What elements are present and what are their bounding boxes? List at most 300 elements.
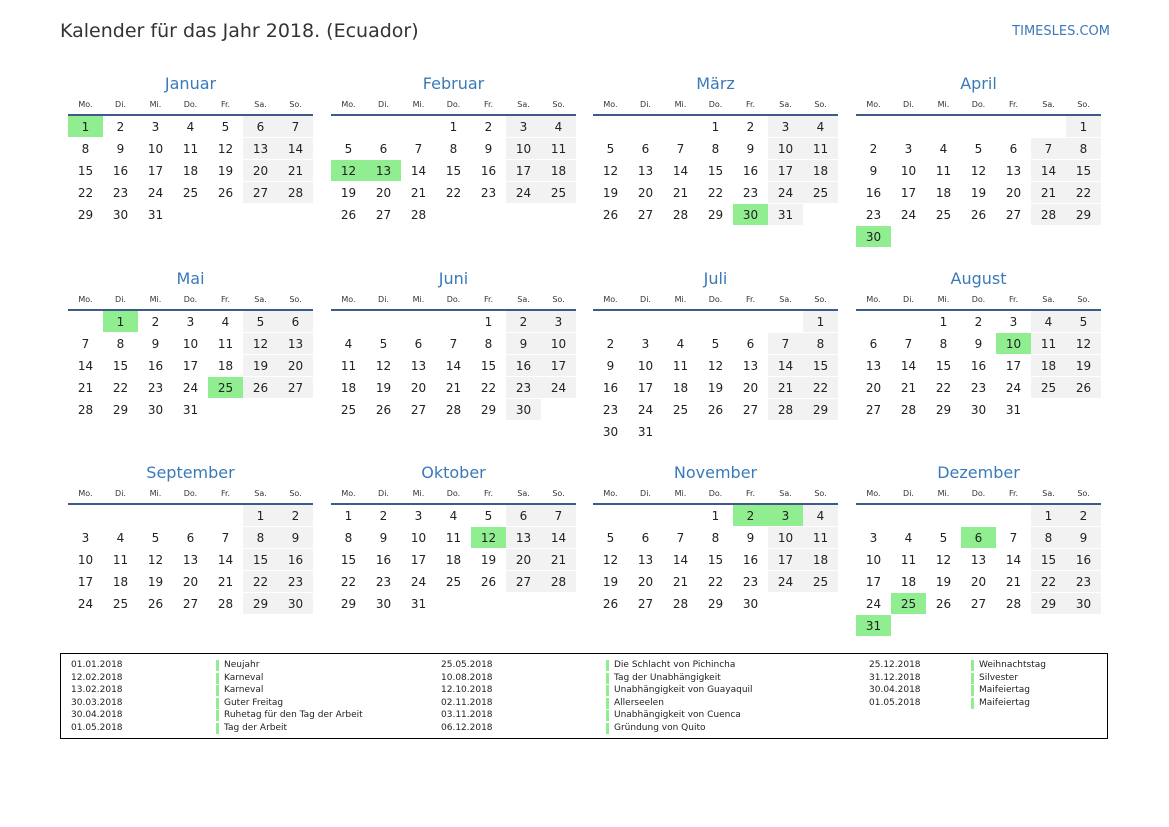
day-cell: 31 — [173, 399, 208, 421]
weekday-label: Mi. — [149, 295, 162, 304]
day-cell: 1 — [243, 505, 278, 527]
weekday-header — [593, 485, 838, 505]
day-cell: 24 — [996, 377, 1031, 399]
day-cell: 23 — [366, 571, 401, 593]
weekday-label: Mo. — [78, 295, 93, 304]
weekday-label: Do. — [708, 100, 723, 109]
day-cell: 14 — [68, 355, 103, 377]
holiday-date: 31.12.2018 — [869, 672, 921, 683]
day-cell: 4 — [1031, 311, 1066, 333]
day-cell: 27 — [401, 399, 436, 421]
day-cell: 14 — [541, 527, 576, 549]
day-cell: 27 — [961, 593, 996, 615]
day-cell: 2 — [103, 116, 138, 138]
day-cell: 1 — [926, 311, 961, 333]
day-cell: 14 — [1031, 160, 1066, 182]
day-cell: 29 — [68, 204, 103, 226]
day-cell: 19 — [1066, 355, 1101, 377]
weekday-label: Fr. — [220, 295, 231, 304]
empty-cell — [628, 505, 663, 527]
day-cell: 8 — [68, 138, 103, 160]
day-cell: 27 — [628, 204, 663, 226]
day-cell: 1 — [803, 311, 838, 333]
day-cell: 9 — [103, 138, 138, 160]
day-cell: 21 — [541, 549, 576, 571]
day-cell: 14 — [278, 138, 313, 160]
weekday-header — [331, 291, 576, 311]
empty-cell — [103, 505, 138, 527]
day-cell: 25 — [663, 399, 698, 421]
day-cell: 16 — [278, 549, 313, 571]
weekday-label: Do. — [971, 100, 986, 109]
empty-cell — [768, 311, 803, 333]
day-cell: 15 — [103, 355, 138, 377]
day-cell: 15 — [1066, 160, 1101, 182]
weekday-header — [331, 96, 576, 116]
day-cell: 22 — [331, 571, 366, 593]
day-cell: 8 — [1066, 138, 1101, 160]
weekday-label: Di. — [903, 295, 914, 304]
holiday-legend — [60, 653, 1108, 739]
day-cell: 28 — [663, 204, 698, 226]
day-cell: 28 — [891, 399, 926, 421]
day-cell: 6 — [173, 527, 208, 549]
day-cell: 18 — [436, 549, 471, 571]
brand-link[interactable]: TIMESLES.COM — [1012, 24, 1110, 39]
day-cell: 10 — [173, 333, 208, 355]
day-cell: 11 — [803, 527, 838, 549]
day-cell: 18 — [926, 182, 961, 204]
holiday-date: 13.02.2018 — [71, 685, 123, 696]
weekday-label: Mo. — [78, 489, 93, 498]
weekday-label: Sa. — [517, 295, 530, 304]
weekday-header — [856, 485, 1101, 505]
day-cell: 1 — [1066, 116, 1101, 138]
holiday-date: 02.11.2018 — [441, 697, 493, 708]
weekday-header — [593, 291, 838, 311]
day-cell: 29 — [1066, 204, 1101, 226]
day-cell: 24 — [173, 377, 208, 399]
day-cell: 1 — [1031, 505, 1066, 527]
holiday-date: 01.05.2018 — [869, 697, 921, 708]
holiday-date: 01.05.2018 — [71, 722, 123, 733]
weekday-label: Di. — [640, 489, 651, 498]
day-cell: 18 — [541, 160, 576, 182]
day-grid — [593, 505, 838, 615]
day-cell: 12 — [593, 549, 628, 571]
day-cell: 21 — [436, 377, 471, 399]
weekday-label: Fr. — [483, 489, 494, 498]
day-cell: 1 — [698, 116, 733, 138]
empty-cell — [68, 311, 103, 333]
day-cell: 28 — [68, 399, 103, 421]
day-cell: 9 — [733, 138, 768, 160]
day-cell: 22 — [1066, 182, 1101, 204]
empty-cell — [68, 505, 103, 527]
day-cell: 16 — [506, 355, 541, 377]
day-cell: 12 — [593, 160, 628, 182]
day-cell: 5 — [961, 138, 996, 160]
empty-cell — [961, 116, 996, 138]
day-grid — [856, 505, 1101, 637]
day-cell: 30 — [103, 204, 138, 226]
weekday-label: Mo. — [866, 295, 881, 304]
day-grid — [68, 505, 313, 615]
day-cell: 10 — [401, 527, 436, 549]
day-cell: 22 — [698, 182, 733, 204]
weekday-label: Fr. — [1008, 295, 1019, 304]
day-cell: 19 — [593, 182, 628, 204]
month-juli — [593, 267, 838, 443]
empty-cell — [628, 116, 663, 138]
day-grid — [593, 116, 838, 226]
day-cell: 23 — [593, 399, 628, 421]
day-cell: 13 — [733, 355, 768, 377]
day-cell: 21 — [663, 182, 698, 204]
weekday-label: Do. — [183, 295, 198, 304]
weekday-label: So. — [1077, 489, 1090, 498]
holiday-day-cell: 25 — [208, 377, 243, 399]
day-cell: 2 — [278, 505, 313, 527]
day-cell: 20 — [856, 377, 891, 399]
day-cell: 4 — [331, 333, 366, 355]
day-cell: 2 — [506, 311, 541, 333]
empty-cell — [733, 311, 768, 333]
month-name: Mai — [176, 269, 205, 288]
day-cell: 24 — [401, 571, 436, 593]
day-cell: 3 — [856, 527, 891, 549]
day-cell: 15 — [331, 549, 366, 571]
weekday-header — [593, 96, 838, 116]
day-cell: 29 — [103, 399, 138, 421]
weekday-label: Do. — [708, 295, 723, 304]
month-januar — [68, 72, 313, 226]
day-cell: 4 — [926, 138, 961, 160]
day-grid — [593, 311, 838, 443]
day-cell: 7 — [996, 527, 1031, 549]
day-cell: 31 — [996, 399, 1031, 421]
day-cell: 10 — [856, 549, 891, 571]
weekday-header — [68, 485, 313, 505]
day-cell: 6 — [628, 527, 663, 549]
holiday-name: Unabhängigkeit von Guayaquil — [606, 685, 753, 696]
day-cell: 22 — [243, 571, 278, 593]
day-cell: 11 — [926, 160, 961, 182]
day-cell: 30 — [733, 593, 768, 615]
day-cell: 29 — [1031, 593, 1066, 615]
day-cell: 17 — [541, 355, 576, 377]
weekday-label: So. — [552, 295, 565, 304]
day-cell: 13 — [628, 160, 663, 182]
day-grid — [331, 505, 576, 615]
holiday-name: Weihnachtstag — [971, 660, 1046, 671]
day-cell: 21 — [768, 377, 803, 399]
day-cell: 21 — [401, 182, 436, 204]
weekday-label: So. — [289, 100, 302, 109]
day-cell: 21 — [891, 377, 926, 399]
day-cell: 30 — [138, 399, 173, 421]
day-cell: 12 — [698, 355, 733, 377]
day-cell: 22 — [926, 377, 961, 399]
holiday-day-cell: 1 — [103, 311, 138, 333]
day-cell: 6 — [856, 333, 891, 355]
month-dezember — [856, 461, 1101, 637]
day-cell: 7 — [436, 333, 471, 355]
empty-cell — [628, 311, 663, 333]
day-cell: 28 — [996, 593, 1031, 615]
empty-cell — [926, 116, 961, 138]
day-cell: 5 — [208, 116, 243, 138]
day-cell: 25 — [541, 182, 576, 204]
day-cell: 11 — [103, 549, 138, 571]
day-cell: 23 — [961, 377, 996, 399]
day-cell: 16 — [366, 549, 401, 571]
day-cell: 14 — [891, 355, 926, 377]
day-cell: 13 — [243, 138, 278, 160]
day-cell: 20 — [278, 355, 313, 377]
day-cell: 20 — [628, 182, 663, 204]
day-cell: 7 — [663, 138, 698, 160]
day-cell: 8 — [698, 527, 733, 549]
day-cell: 7 — [768, 333, 803, 355]
day-cell: 21 — [208, 571, 243, 593]
day-cell: 6 — [506, 505, 541, 527]
weekday-label: Do. — [183, 489, 198, 498]
day-cell: 16 — [733, 160, 768, 182]
weekday-label: Mi. — [674, 489, 687, 498]
holiday-day-cell: 30 — [856, 226, 891, 248]
day-cell: 12 — [961, 160, 996, 182]
holiday-day-cell: 30 — [733, 204, 768, 226]
day-cell: 2 — [733, 116, 768, 138]
day-cell: 26 — [961, 204, 996, 226]
day-cell: 28 — [541, 571, 576, 593]
day-cell: 23 — [103, 182, 138, 204]
day-cell: 21 — [278, 160, 313, 182]
month-september — [68, 461, 313, 615]
day-cell: 21 — [996, 571, 1031, 593]
day-cell: 21 — [1031, 182, 1066, 204]
day-cell: 17 — [506, 160, 541, 182]
day-cell: 4 — [436, 505, 471, 527]
day-cell: 25 — [803, 182, 838, 204]
day-cell: 27 — [628, 593, 663, 615]
day-cell: 22 — [803, 377, 838, 399]
day-cell: 12 — [243, 333, 278, 355]
day-cell: 20 — [173, 571, 208, 593]
empty-cell — [891, 116, 926, 138]
weekday-label: Mo. — [866, 100, 881, 109]
weekday-label: Mo. — [341, 100, 356, 109]
empty-cell — [961, 505, 996, 527]
day-cell: 24 — [138, 182, 173, 204]
day-cell: 15 — [698, 549, 733, 571]
day-cell: 28 — [436, 399, 471, 421]
day-cell: 5 — [331, 138, 366, 160]
empty-cell — [996, 116, 1031, 138]
month-märz — [593, 72, 838, 226]
day-cell: 3 — [996, 311, 1031, 333]
day-cell: 7 — [663, 527, 698, 549]
month-oktober — [331, 461, 576, 615]
holiday-name: Neujahr — [216, 660, 259, 671]
day-cell: 17 — [891, 182, 926, 204]
day-cell: 10 — [628, 355, 663, 377]
day-cell: 20 — [996, 182, 1031, 204]
holiday-name: Ruhetag für den Tag der Arbeit — [216, 710, 363, 721]
day-cell: 21 — [68, 377, 103, 399]
weekday-label: Fr. — [1008, 489, 1019, 498]
day-cell: 30 — [366, 593, 401, 615]
day-cell: 8 — [698, 138, 733, 160]
day-cell: 2 — [1066, 505, 1101, 527]
weekday-label: So. — [814, 295, 827, 304]
day-cell: 15 — [243, 549, 278, 571]
day-cell: 27 — [243, 182, 278, 204]
holiday-name: Silvester — [971, 673, 1018, 684]
day-cell: 18 — [803, 160, 838, 182]
day-cell: 31 — [628, 421, 663, 443]
day-cell: 5 — [698, 333, 733, 355]
weekday-label: Mi. — [149, 489, 162, 498]
weekday-header — [68, 96, 313, 116]
day-cell: 5 — [138, 527, 173, 549]
weekday-label: Mi. — [937, 100, 950, 109]
weekday-label: Do. — [971, 295, 986, 304]
day-cell: 17 — [856, 571, 891, 593]
day-cell: 16 — [138, 355, 173, 377]
month-februar — [331, 72, 576, 226]
day-cell: 29 — [803, 399, 838, 421]
day-cell: 14 — [768, 355, 803, 377]
day-cell: 18 — [331, 377, 366, 399]
month-april — [856, 72, 1101, 248]
month-name: Januar — [164, 74, 217, 93]
weekday-label: Sa. — [517, 100, 530, 109]
holiday-date: 12.02.2018 — [71, 672, 123, 683]
day-cell: 26 — [698, 399, 733, 421]
day-cell: 20 — [961, 571, 996, 593]
day-cell: 2 — [856, 138, 891, 160]
day-cell: 29 — [698, 204, 733, 226]
day-cell: 20 — [401, 377, 436, 399]
month-mai — [68, 267, 313, 421]
day-cell: 14 — [663, 549, 698, 571]
day-cell: 26 — [593, 593, 628, 615]
empty-cell — [401, 311, 436, 333]
month-name: November — [673, 463, 758, 482]
day-cell: 18 — [803, 549, 838, 571]
day-cell: 12 — [366, 355, 401, 377]
day-cell: 4 — [663, 333, 698, 355]
day-cell: 19 — [243, 355, 278, 377]
day-cell: 13 — [506, 527, 541, 549]
day-cell: 20 — [628, 571, 663, 593]
weekday-label: So. — [289, 489, 302, 498]
holiday-date: 25.12.2018 — [869, 660, 921, 670]
empty-cell — [996, 505, 1031, 527]
holiday-name: Tag der Unabhängigkeit — [606, 673, 721, 684]
weekday-label: So. — [1077, 100, 1090, 109]
day-cell: 6 — [733, 333, 768, 355]
day-cell: 11 — [331, 355, 366, 377]
page-title: Kalender für das Jahr 2018. (Ecuador) — [60, 20, 419, 42]
day-cell: 11 — [436, 527, 471, 549]
day-cell: 7 — [891, 333, 926, 355]
day-cell: 16 — [1066, 549, 1101, 571]
day-cell: 22 — [698, 571, 733, 593]
holiday-name: Maifeiertag — [971, 685, 1030, 696]
day-cell: 3 — [891, 138, 926, 160]
day-cell: 7 — [1031, 138, 1066, 160]
day-cell: 8 — [103, 333, 138, 355]
day-cell: 25 — [1031, 377, 1066, 399]
empty-cell — [891, 505, 926, 527]
weekday-label: Di. — [115, 489, 126, 498]
weekday-label: Sa. — [254, 489, 267, 498]
day-cell: 13 — [961, 549, 996, 571]
empty-cell — [856, 311, 891, 333]
day-cell: 18 — [663, 377, 698, 399]
day-cell: 23 — [733, 571, 768, 593]
day-cell: 14 — [401, 160, 436, 182]
day-cell: 7 — [401, 138, 436, 160]
weekday-label: Mo. — [78, 100, 93, 109]
weekday-label: So. — [814, 100, 827, 109]
holiday-name: Guter Freitag — [216, 698, 283, 709]
day-cell: 8 — [331, 527, 366, 549]
day-cell: 4 — [803, 505, 838, 527]
day-cell: 15 — [471, 355, 506, 377]
day-cell: 22 — [68, 182, 103, 204]
weekday-label: Di. — [903, 100, 914, 109]
day-cell: 19 — [961, 182, 996, 204]
day-cell: 19 — [593, 571, 628, 593]
day-cell: 23 — [278, 571, 313, 593]
day-cell: 15 — [436, 160, 471, 182]
day-cell: 27 — [173, 593, 208, 615]
day-cell: 10 — [68, 549, 103, 571]
holiday-name: Die Schlacht von Pichincha — [606, 660, 735, 671]
day-cell: 13 — [278, 333, 313, 355]
weekday-label: So. — [552, 100, 565, 109]
day-cell: 23 — [471, 182, 506, 204]
day-cell: 10 — [891, 160, 926, 182]
day-cell: 24 — [768, 182, 803, 204]
day-cell: 21 — [663, 571, 698, 593]
day-cell: 19 — [366, 377, 401, 399]
day-cell: 3 — [768, 116, 803, 138]
day-cell: 23 — [733, 182, 768, 204]
day-cell: 9 — [138, 333, 173, 355]
day-cell: 13 — [996, 160, 1031, 182]
day-cell: 1 — [471, 311, 506, 333]
day-cell: 8 — [1031, 527, 1066, 549]
empty-cell — [593, 311, 628, 333]
day-grid — [68, 311, 313, 421]
weekday-label: Sa. — [779, 295, 792, 304]
holiday-date: 01.01.2018 — [71, 660, 123, 670]
day-cell: 6 — [628, 138, 663, 160]
empty-cell — [436, 311, 471, 333]
month-august — [856, 267, 1101, 421]
day-cell: 9 — [506, 333, 541, 355]
weekday-label: So. — [552, 489, 565, 498]
weekday-label: Sa. — [254, 295, 267, 304]
day-cell: 27 — [733, 399, 768, 421]
weekday-label: Fr. — [483, 295, 494, 304]
weekday-label: So. — [814, 489, 827, 498]
